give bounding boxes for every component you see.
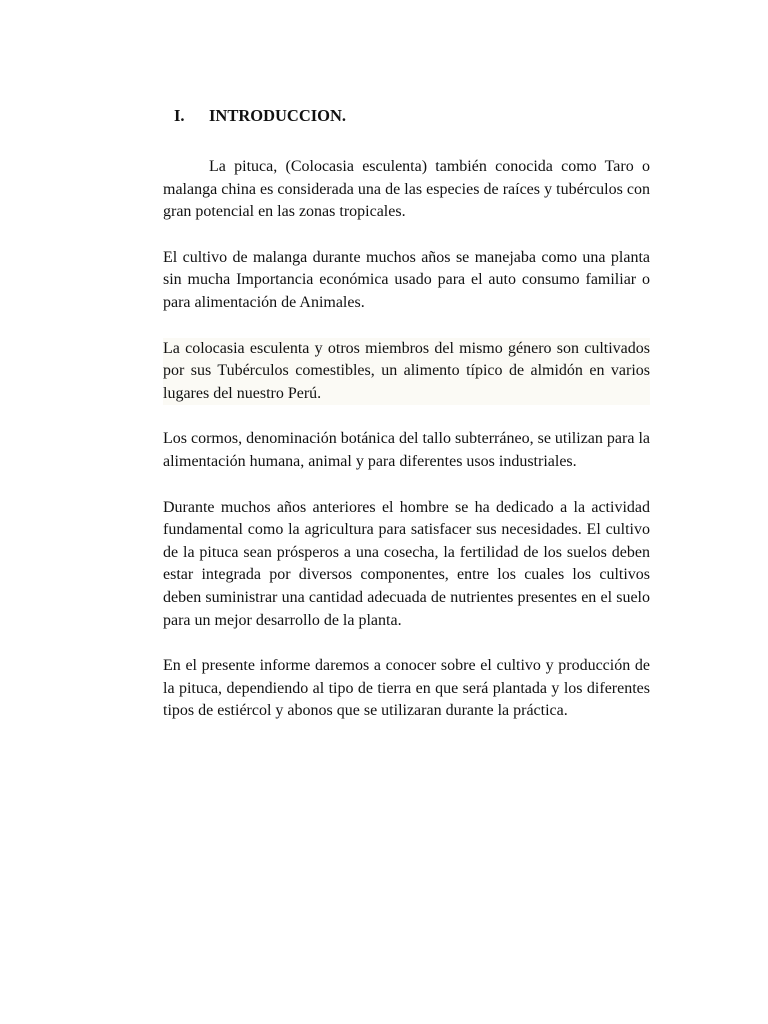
paragraph-3: La colocasia esculenta y otros miembros del mismo género son cultivados por sus Tubérculos comestibles, un alimento típico de almidón en varios lugares del nuestro Perú. bbox=[163, 338, 650, 406]
body-text bbox=[163, 156, 650, 746]
section-heading bbox=[174, 104, 346, 128]
section-number: I. bbox=[174, 106, 185, 125]
paragraph-6: En el presente informe daremos a conocer sobre el cultivo y producción de la pituca, dependiendo al tipo de tierra en que será plantada y los diferentes tipos de estiércol y abonos que se utilizaran durante la práctica. bbox=[163, 657, 650, 720]
paragraph-2: El cultivo de malanga durante muchos años se manejaba como una planta sin mucha Importancia económica usado para el auto consumo familiar o para alimentación de Animales. bbox=[163, 248, 650, 311]
section-title: INTRODUCCION. bbox=[209, 106, 347, 125]
paragraph-1: La pituca, (Colocasia esculenta) también conocida como Taro o malanga china es considerada una de las especies de raíces y tubérculos con gran potencial en las zonas tropicales. bbox=[163, 158, 650, 221]
paragraph-5: Durante muchos años anteriores el hombre se ha dedicado a la actividad fundamental como la agricultura para satisfacer sus necesidades. El cultivo de la pituca sean prósperos a una cosecha, la fertilidad de los suelos deben estar integrada por diversos componentes, entre los cuales los cultivos deben suministrar una cantidad adecuada de nutrientes presentes en el suelo para un mejor desarrollo de la planta. bbox=[163, 498, 650, 629]
paragraph-4: Los cormos, denominación botánica del tallo subterráneo, se utilizan para la alimentación humana, animal y para diferentes usos industriales. bbox=[163, 430, 650, 470]
